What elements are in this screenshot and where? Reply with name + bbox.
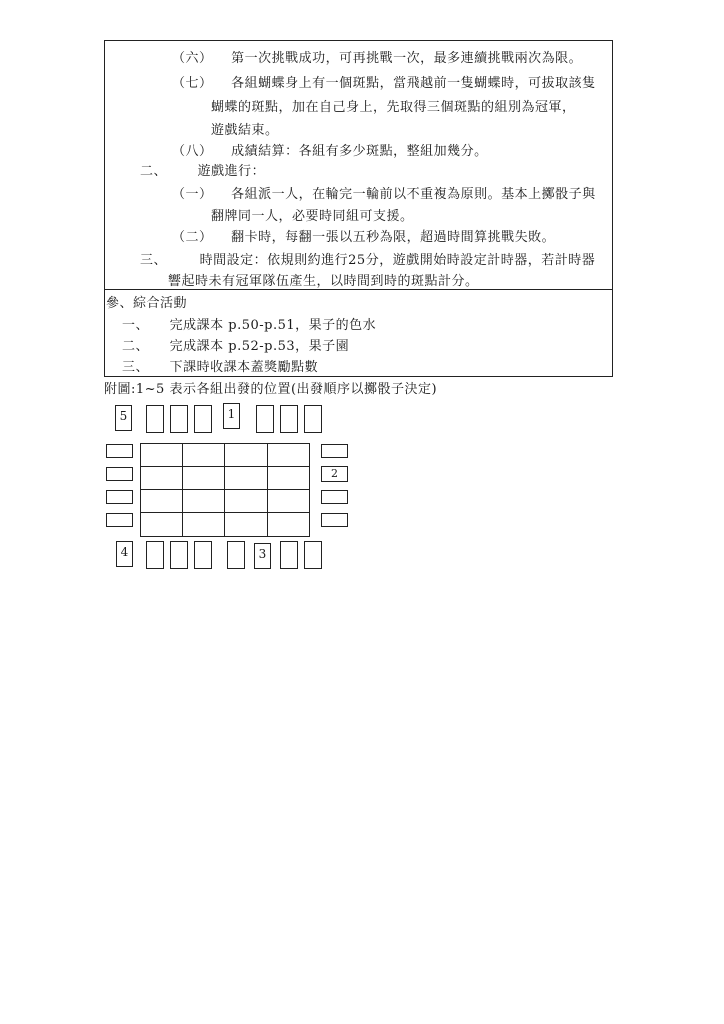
card-slot: [106, 467, 133, 481]
integrated-item-2-text: 完成課本 p.52-p.53，果子園: [169, 339, 350, 354]
card-slot: [170, 541, 188, 569]
card-slot: [106, 444, 133, 458]
card-slot: [280, 405, 298, 433]
section-3-line2: 響起時未有冠軍隊伍產生，以時間到時的斑點計分。: [168, 274, 479, 289]
start-position-3: 3: [254, 543, 271, 569]
integrated-item-3: [122, 356, 318, 375]
section-3-label: 三、: [140, 253, 168, 268]
integrated-item-1-text: 完成課本 p.50-p.51，果子的色水: [169, 318, 377, 333]
game-board-grid: [140, 443, 310, 537]
card-slot: [321, 444, 348, 458]
grid-line: [267, 444, 268, 536]
integrated-activity-title: 參、綜合活動: [106, 296, 188, 311]
card-slot: [106, 490, 133, 504]
rule-item-7-line2: 蝴蝶的斑點，加在自己身上，先取得三個斑點的組別為冠軍，: [211, 100, 576, 115]
integrated-item-1-label: 一、: [122, 318, 150, 333]
grid-line: [182, 444, 183, 536]
rule-item-7: [172, 72, 596, 91]
grid-line: [141, 512, 309, 513]
grid-line: [141, 466, 309, 467]
card-slot: [321, 513, 348, 527]
rule-item-7-label: （七）: [172, 76, 213, 91]
start-position-4: 4: [116, 541, 133, 567]
section-2-sub-1-line2: 翻牌同一人，必要時同組可支援。: [211, 209, 414, 224]
rule-item-7-line1: 各組蝴蝶身上有一個斑點，當飛越前一隻蝴蝶時，可拔取該隻: [231, 76, 596, 91]
section-3-line1-row: [140, 249, 595, 268]
section-2-sub-2-text: 翻卡時，每翻一張以五秒為限，超過時間算挑戰失敗。: [231, 230, 556, 245]
integrated-item-3-label: 三、: [122, 360, 150, 375]
section-2-sub-2-label: （二）: [172, 230, 213, 245]
rule-item-8-label: （八）: [172, 144, 213, 159]
card-slot: [106, 513, 133, 527]
card-slot: [194, 405, 212, 433]
card-slot: [280, 541, 298, 569]
section-2-heading: [140, 160, 265, 179]
rule-item-6-text: 第一次挑戰成功，可再挑戰一次，最多連續挑戰兩次為限。: [231, 51, 583, 66]
rule-item-6-label: （六）: [172, 51, 213, 66]
rule-item-7-line3: 遊戲結束。: [211, 123, 279, 138]
card-slot: [227, 541, 245, 569]
card-slot: [304, 405, 322, 433]
card-slot: [194, 541, 212, 569]
rule-item-8: [172, 140, 488, 159]
card-slot: [304, 541, 322, 569]
start-position-1: 1: [223, 403, 240, 429]
section-3-line1: 時間設定：依規則約進行25分，遊戲開始時設定計時器，若計時器: [199, 253, 596, 268]
section-2-sub-2: [172, 226, 555, 245]
grid-line: [141, 489, 309, 490]
integrated-item-2: [122, 335, 349, 354]
card-slot: [256, 405, 274, 433]
grid-line: [224, 444, 225, 536]
section-2-sub-1-label: （一）: [172, 187, 213, 202]
card-slot: [170, 405, 188, 433]
card-slot: [146, 405, 164, 433]
figure-caption: 附圖:1~5 表示各組出發的位置(出發順序以擲骰子決定): [104, 382, 438, 397]
rule-item-8-text: 成績結算：各組有多少斑點，整組加幾分。: [231, 144, 488, 159]
card-slot: [146, 541, 164, 569]
section-2-sub-1: [172, 183, 596, 202]
start-position-2: 2: [321, 466, 348, 482]
section-2-sub-1-line1: 各組派一人，在輪完一輪前以不重複為原則。基本上擲骰子與: [231, 187, 596, 202]
integrated-item-1: [122, 314, 376, 333]
integrated-item-2-label: 二、: [122, 339, 150, 354]
section-2-label: 二、: [140, 164, 168, 179]
start-position-5: 5: [115, 405, 132, 431]
section-2-title: 遊戲進行：: [197, 164, 266, 179]
integrated-item-3-text: 下課時收課本蓋獎勵點數: [169, 360, 319, 375]
rule-item-6: [172, 47, 582, 66]
card-slot: [321, 490, 348, 504]
